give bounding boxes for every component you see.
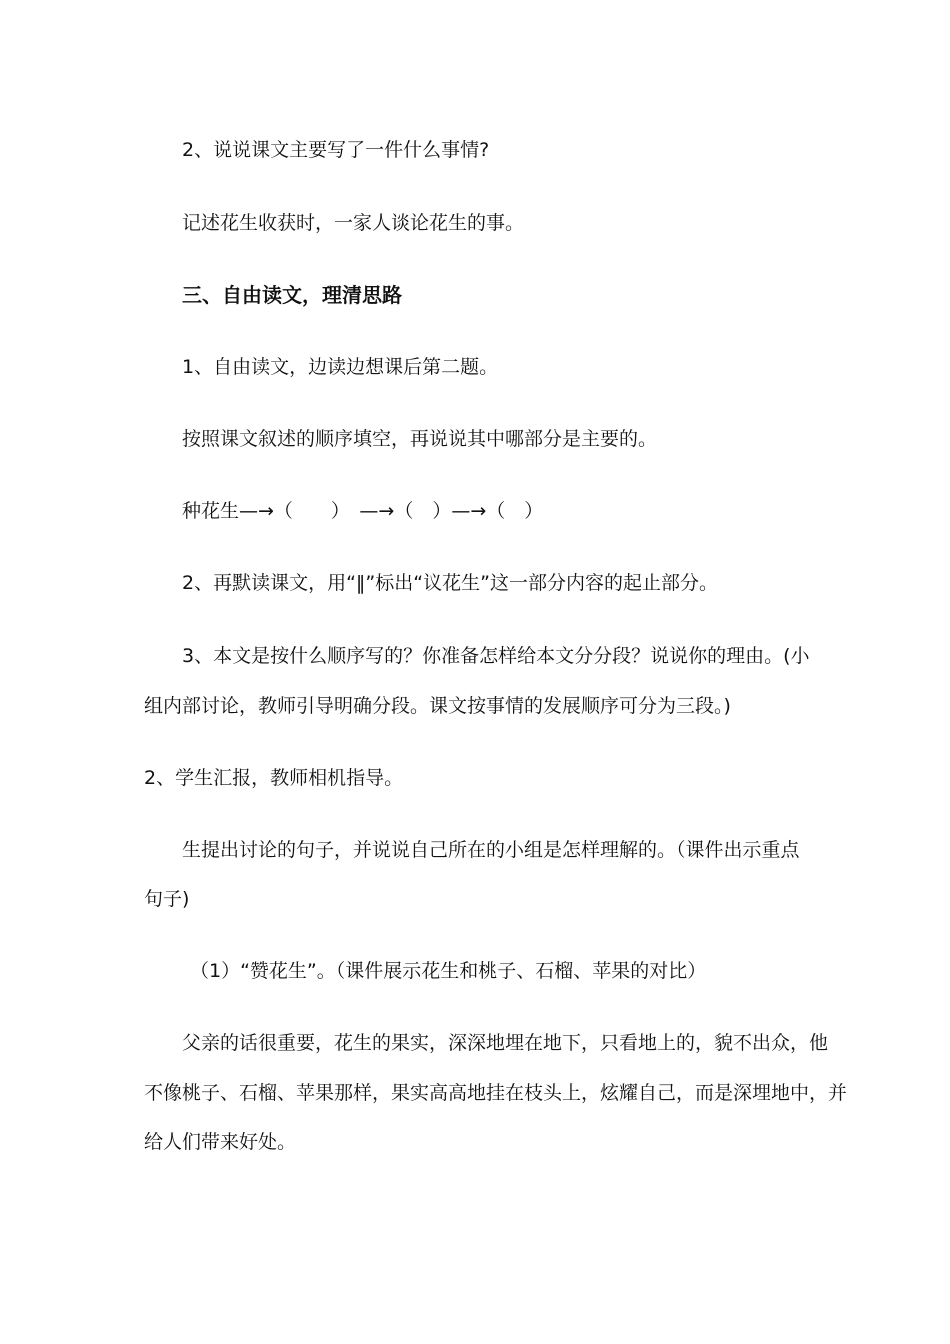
paragraph-father-words-line3: 给人们带来好处。	[144, 1131, 297, 1153]
paragraph-step-3-continued: 组内部讨论，教师引导明确分段。课文按事情的发展顺序可分为三段。)	[144, 695, 731, 717]
section-heading-3: 三、自由读文，理清思路	[182, 283, 402, 307]
fill-in-blank-sequence: 种花生—→（ ） —→（ ）—→（ ）	[182, 500, 544, 522]
paragraph-step-2: 2、再默读课文，用“‖”标出“议花生”这一部分内容的起止部分。	[182, 572, 718, 594]
paragraph-instruction: 按照课文叙述的顺序填空，再说说其中哪部分是主要的。	[182, 428, 658, 450]
paragraph-answer: 记述花生收获时，一家人谈论花生的事。	[182, 212, 525, 234]
paragraph-report: 2、学生汇报，教师相机指导。	[144, 767, 404, 789]
paragraph-question-2: 2、说说课文主要写了一件什么事情?	[182, 139, 490, 161]
paragraph-step-3: 3、本文是按什么顺序写的？你准备怎样给本文分分段？说说你的理由。(小	[182, 645, 810, 667]
paragraph-step-1: 1、自由读文，边读边想课后第二题。	[182, 356, 499, 378]
paragraph-praise-peanut: （1）“赞花生”。（课件展示花生和桃子、石榴、苹果的对比）	[190, 960, 707, 982]
paragraph-discussion-continued: 句子)	[144, 888, 190, 910]
paragraph-discussion: 生提出讨论的句子，并说说自己所在的小组是怎样理解的。（课件出示重点	[182, 839, 800, 861]
paragraph-father-words-line2: 不像桃子、石榴、苹果那样，果实高高地挂在枝头上，炫耀自己，而是深埋地中，并	[144, 1082, 848, 1104]
paragraph-father-words: 父亲的话很重要，花生的果实，深深地埋在地下，只看地上的，貌不出众，他	[182, 1032, 829, 1054]
